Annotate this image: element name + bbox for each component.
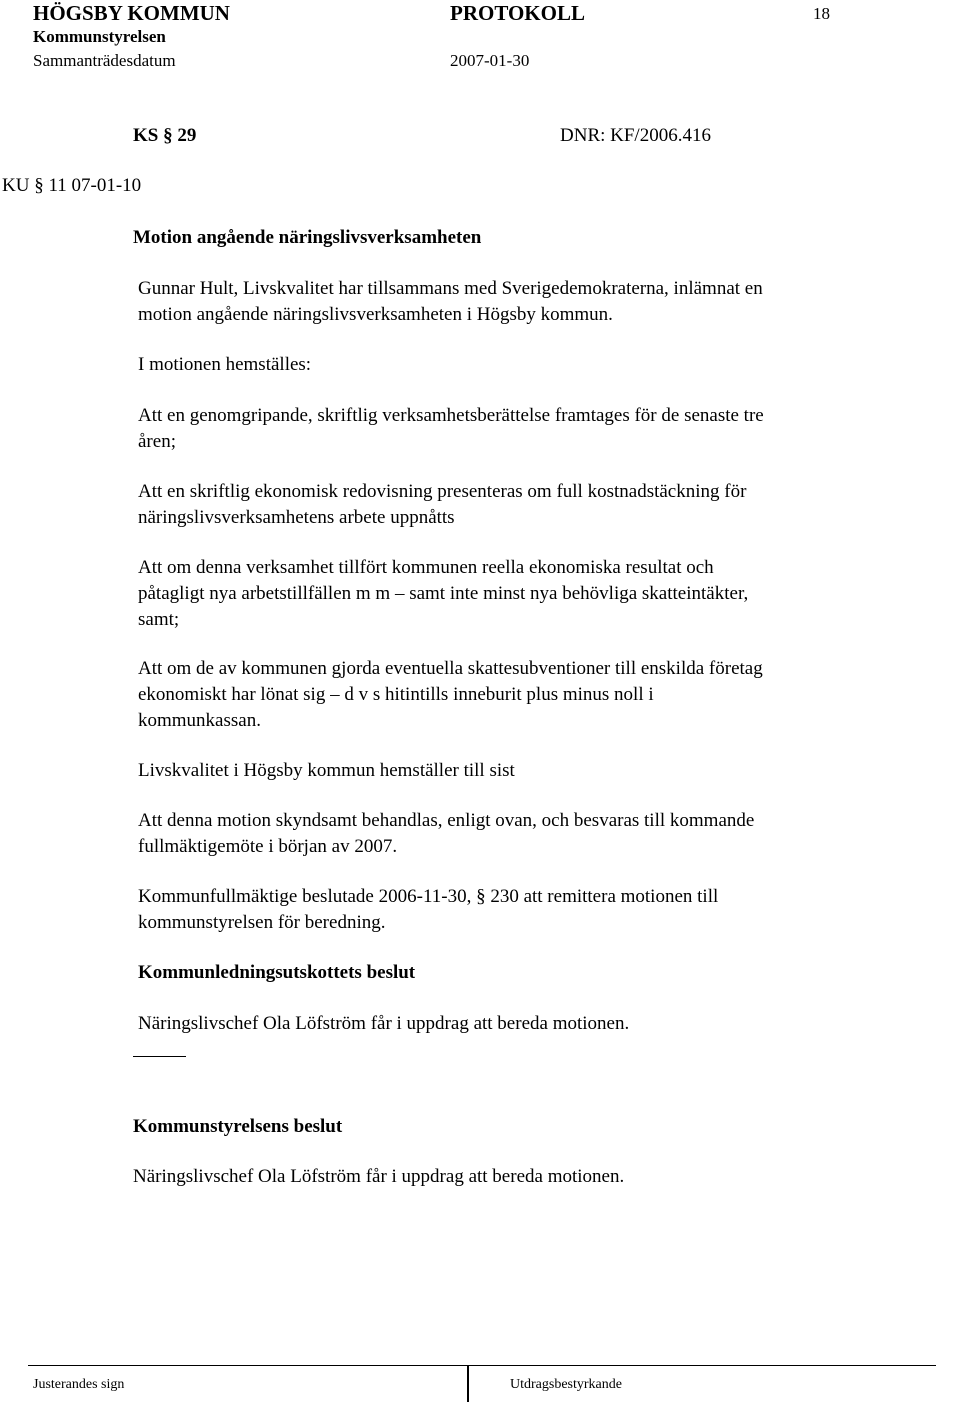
meeting-date: 2007-01-30 (450, 51, 530, 70)
separator-line (133, 1056, 186, 1057)
meeting-date-label: Sammanträdesdatum (33, 51, 176, 70)
ks-reference: KS § 29 (133, 125, 197, 146)
page-number: 18 (813, 4, 830, 23)
committee-decision-text: Näringslivschef Ola Löfström får i uppdrag att bereda motionen. (138, 1013, 630, 1034)
intro-line-1: Gunnar Hult, Livskvalitet har tillsammans med Sverigedemokraterna, inlämnat en (138, 278, 763, 299)
point-4-line-1: Att om de av kommunen gjorda eventuella skattesubventioner till enskilda företag (138, 658, 763, 679)
municipality-name: HÖGSBY KOMMUN (33, 1, 230, 25)
final-request-heading: Livskvalitet i Högsby kommun hemställer till sist (138, 760, 515, 781)
point-3-line-1: Att om denna verksamhet tillfört kommunen reella ekonomiska resultat och (138, 557, 714, 578)
footer-divider (467, 1366, 469, 1402)
point-4-line-3: kommunkassan. (138, 710, 261, 731)
document-type: PROTOKOLL (450, 1, 585, 25)
board-decision-text: Näringslivschef Ola Löfström får i uppdrag att bereda motionen. (133, 1166, 625, 1187)
committee-decision-heading: Kommunledningsutskottets beslut (138, 962, 416, 983)
point-4-line-2: ekonomiskt har lönat sig – d v s hitintills inneburit plus minus noll i (138, 684, 654, 705)
footer-signature-label: Justerandes sign (33, 1377, 125, 1392)
dnr-reference: DNR: KF/2006.416 (560, 125, 711, 146)
final-request-line-2: fullmäktigemöte i början av 2007. (138, 836, 398, 857)
footer-top-rule (28, 1365, 936, 1366)
final-request-line-1: Att denna motion skyndsamt behandlas, enligt ovan, och besvaras till kommande (138, 810, 755, 831)
kf-decision-line-1: Kommunfullmäktige beslutade 2006-11-30, § 230 att remittera motionen till (138, 886, 719, 907)
point-2-line-2: näringslivsverksamhetens arbete uppnåtts (138, 507, 455, 528)
point-1-line-2: åren; (138, 431, 176, 452)
intro-line-2: motion angående näringslivsverksamheten i Högsby kommun. (138, 304, 613, 325)
kf-decision-line-2: kommunstyrelsen för beredning. (138, 912, 386, 933)
request-heading: I motionen hemställes: (138, 354, 312, 375)
board-name: Kommunstyrelsen (33, 27, 166, 46)
footer-certification-label: Utdragsbestyrkande (510, 1377, 622, 1392)
point-2-line-1: Att en skriftlig ekonomisk redovisning presenteras om full kostnadstäckning för (138, 481, 747, 502)
board-decision-heading: Kommunstyrelsens beslut (133, 1116, 343, 1137)
point-3-line-3: samt; (138, 609, 180, 630)
ku-reference: KU § 11 07-01-10 (2, 175, 142, 196)
point-3-line-2: påtagligt nya arbetstillfällen m m – samt inte minst nya behövliga skatteintäkter, (138, 583, 749, 604)
case-title: Motion angående näringslivsverksamheten (133, 227, 482, 248)
point-1-line-1: Att en genomgripande, skriftlig verksamhetsberättelse framtages för de senaste tre (138, 405, 764, 426)
